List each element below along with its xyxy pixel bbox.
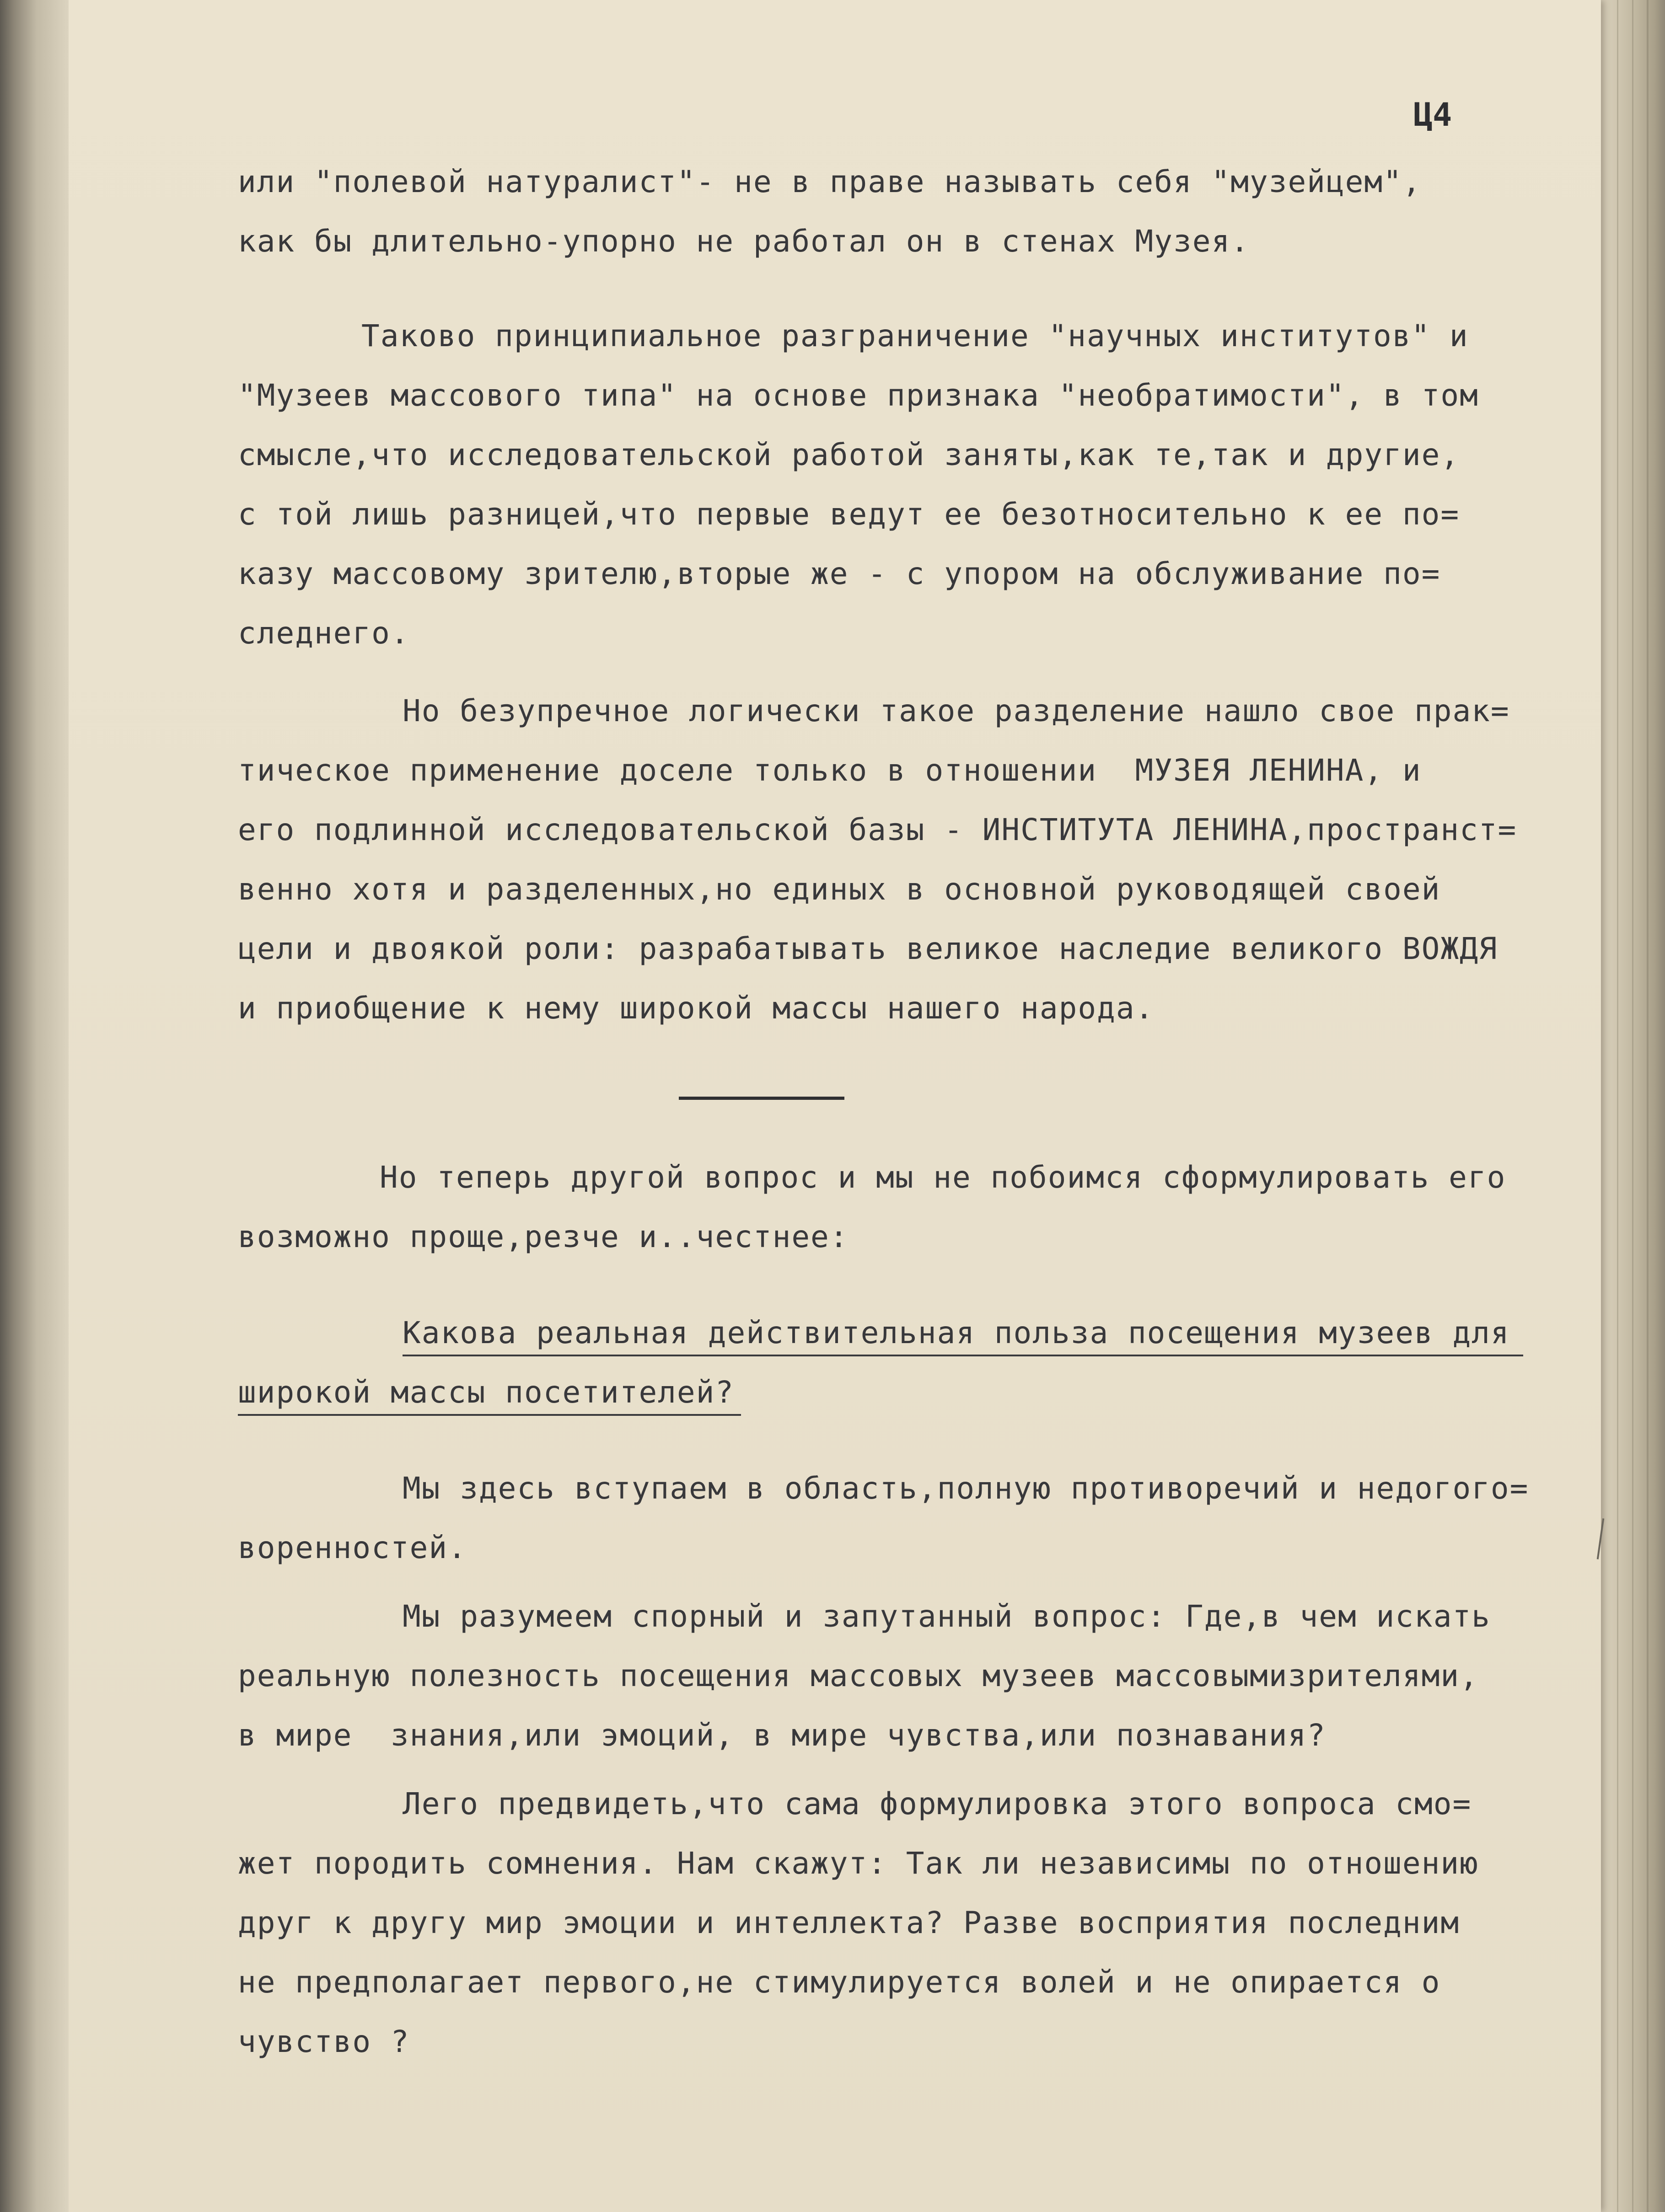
- text-line: тическое применение доселе только в отношении МУЗЕЯ ЛЕНИНА, и: [238, 753, 1422, 788]
- text-line: Мы разумеем спорный и запутанный вопрос: Где,в чем искать: [403, 1599, 1491, 1634]
- text-line: в мире знания,или эмоций, в мире чувства,или познавания?: [238, 1718, 1326, 1753]
- text-line: и приобщение к нему широкой массы нашего народа.: [238, 991, 1155, 1026]
- text-line: казу массовому зрителю,вторые же - с упором на обслуживание по=: [238, 556, 1441, 591]
- question-underline: [238, 1414, 741, 1416]
- text-line: чувство ?: [238, 2024, 410, 2059]
- question-underline: [403, 1355, 1523, 1356]
- text-line: следнего.: [238, 616, 410, 651]
- text-line: Таково принципиальное разграничение "научных институтов" и: [361, 318, 1469, 353]
- text-line: венно хотя и разделенных,но единых в основной руководящей своей: [238, 872, 1441, 907]
- text-line: цели и двоякой роли: разрабатывать великое наследие великого ВОЖДЯ: [238, 931, 1498, 966]
- page-stack-line: [1617, 0, 1618, 2212]
- text-line: Но безупречное логически такое разделение нашло свое прак=: [403, 693, 1510, 728]
- text-line: "Музеев массового типа" на основе признака "необратимости", в том: [238, 378, 1479, 413]
- text-line: с той лишь разницей,что первые ведут ее безотносительно к ее по=: [238, 497, 1460, 532]
- text-line: жет породить сомнения. Нам скажут: Так ли независимы по отношению: [238, 1846, 1479, 1881]
- text-line: реальную полезность посещения массовых музеев массовымизрителями,: [238, 1658, 1479, 1693]
- text-line: не предполагает первого,не стимулируется волей и не опирается о: [238, 1965, 1441, 2000]
- page-stack-line: [1647, 0, 1649, 2212]
- text-line: Мы здесь вступаем в область,полную противоречий и недогого=: [403, 1471, 1529, 1506]
- text-line: Но теперь другой вопрос и мы не побоимся сформулировать его: [380, 1160, 1506, 1195]
- book-binding-shadow: [0, 0, 69, 2212]
- text-line: как бы длительно-упорно не работал он в стенах Музея.: [238, 224, 1250, 259]
- page-number: Ц4: [1413, 96, 1452, 134]
- text-line: Лего предвидеть,что сама формулировка этого вопроса смо=: [403, 1786, 1472, 1821]
- page-stack-line: [1632, 0, 1633, 2212]
- text-line: возможно проще,резче и..честнее:: [238, 1219, 849, 1254]
- text-line: его подлинной исследовательской базы - ИНСТИТУТА ЛЕНИНА,пространст=: [238, 812, 1517, 847]
- underlined-question-line: Какова реальная действительная польза посещения музеев для: [403, 1315, 1510, 1350]
- text-line: смысле,что исследовательской работой заняты,как те,так и другие,: [238, 437, 1460, 472]
- underlined-question-line: широкой массы посетителей?: [238, 1375, 735, 1410]
- text-line: друг к другу мир эмоции и интеллекта? Разве восприятия последним: [238, 1905, 1460, 1940]
- section-divider: [679, 1097, 844, 1100]
- text-line: или "полевой натуралист"- не в праве называть себя "музейцем",: [238, 164, 1422, 199]
- text-line: воренностей.: [238, 1530, 467, 1565]
